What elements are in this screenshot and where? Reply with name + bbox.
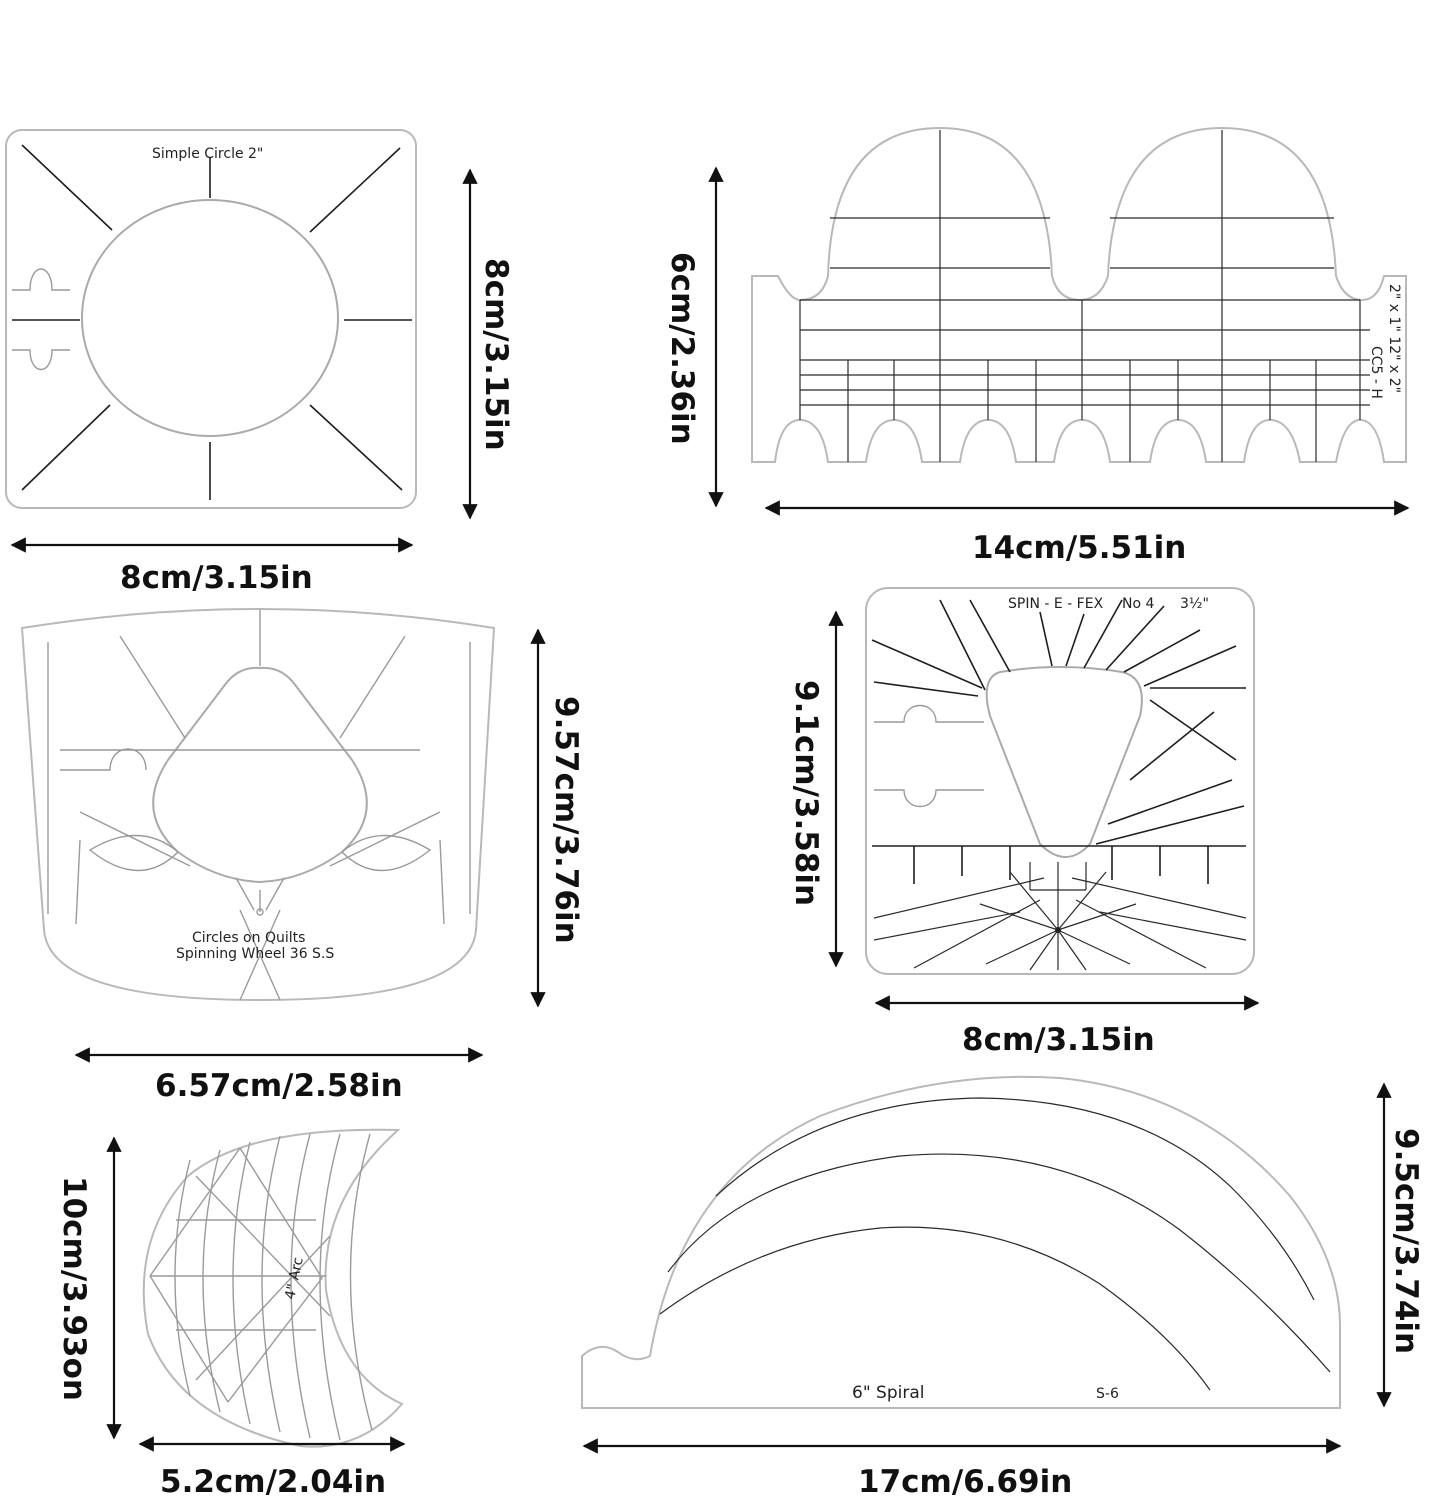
spin-e-fex-size: 3½"	[1180, 596, 1209, 612]
circle-cutout	[82, 200, 338, 436]
double-arch-side-mark: CC5 - H	[1368, 346, 1384, 399]
spiral-height-label: 9.5cm/3.74in	[1388, 1128, 1424, 1355]
simple-circle-height-label: 8cm/3.15in	[478, 258, 514, 451]
arc-template	[144, 1130, 402, 1447]
double-arch-template	[752, 128, 1406, 462]
double-arch-side-mark-2: 2" x 1" 12" x 2"	[1386, 284, 1402, 394]
spin-e-fex-template	[866, 588, 1254, 974]
spinning-wheel-template	[22, 609, 494, 1000]
spin-e-fex-label: SPIN - E - FEX	[1008, 596, 1104, 612]
spiral-template	[582, 1077, 1340, 1408]
spin-e-fex-number: No 4	[1122, 596, 1155, 612]
spinning-wheel-label-1: Circles on Quilts	[192, 930, 306, 946]
spiral-label: 6" Spiral	[852, 1383, 925, 1403]
spiral-width-label: 17cm/6.69in	[858, 1464, 1073, 1500]
spinning-wheel-label-2: Spinning Wheel 36 S.S	[176, 946, 335, 962]
spinning-wheel-height-label: 9.57cm/3.76in	[548, 696, 584, 944]
simple-circle-label: Simple Circle 2"	[152, 146, 264, 162]
spinning-wheel-width-label: 6.57cm/2.58in	[155, 1068, 403, 1104]
double-arch-height-label: 6cm/2.36in	[664, 252, 700, 445]
spin-e-fex-width-label: 8cm/3.15in	[962, 1022, 1155, 1058]
arc-label: 4" Arc	[282, 1255, 307, 1301]
simple-circle-width-label: 8cm/3.15in	[120, 560, 313, 596]
arc-width-label: 5.2cm/2.04in	[160, 1464, 387, 1500]
arc-height-label: 10cm/3.93on	[56, 1176, 92, 1401]
simple-circle-template	[6, 130, 416, 508]
spiral-code: S-6	[1096, 1386, 1119, 1402]
double-arch-width-label: 14cm/5.51in	[972, 530, 1187, 566]
spin-e-fex-height-label: 9.1cm/3.58in	[788, 680, 824, 907]
